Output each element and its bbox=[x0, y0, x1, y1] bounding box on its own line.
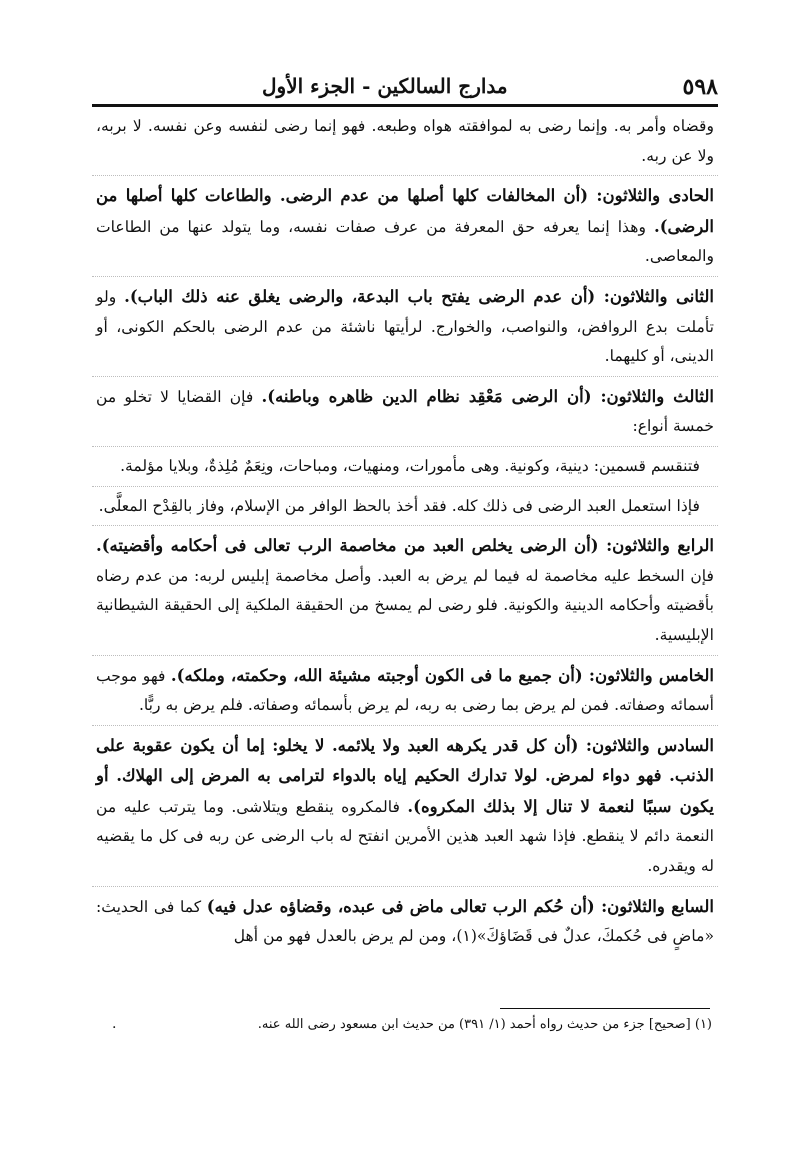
paragraph-thesis: (أن الرضى يخلص العبد من مخاصمة الرب تعالى فى أحكامه وأقضيته). bbox=[96, 536, 607, 556]
paragraph-text: فالمكروه ينقطع ويتلاشى. وما يترتب عليه من النعمة دائم لا ينقطع. فإذا شهد العبد هذين الأمرين انفتح له باب الرضى عن ربه فى كل ما يقضيه له ويقدره. bbox=[96, 797, 714, 876]
paragraph bbox=[92, 382, 718, 442]
paragraph bbox=[92, 661, 718, 721]
paragraph bbox=[92, 112, 718, 171]
page-number: ٥٩٨ bbox=[682, 74, 718, 100]
paragraph bbox=[92, 282, 718, 372]
paragraph bbox=[92, 731, 718, 882]
paragraph bbox=[92, 892, 718, 952]
paragraph-text: كما فى الحديث: «ماضٍ فى حُكمكَ، عدلٌ فى قَضَاؤكَ»(١)، ومن لم يرض بالعدل فهو من أهل bbox=[96, 897, 714, 946]
paragraph-text: وهذا إنما يعرفه حق المعرفة من عرف صفات نفسه، وما يتولد عنها من الطاعات والمعاصى. bbox=[96, 217, 714, 266]
running-title: مدارج السالكين - الجزء الأول bbox=[262, 74, 508, 98]
paragraph bbox=[92, 531, 718, 650]
paragraph-heading: الحادى والثلاثون: bbox=[596, 186, 714, 206]
paragraph-separator bbox=[92, 655, 718, 656]
page-body bbox=[92, 112, 718, 952]
paragraph-heading: السابع والثلاثون: bbox=[601, 896, 714, 916]
paragraph-text: فتنقسم قسمين: دينية، وكونية. وهى مأمورات، ومنهيات، ومباحات، ونِعَمٌ مُلِذةٌ، وبلايا مؤلمة. bbox=[120, 456, 700, 475]
paragraph-thesis: (أن المخالفات كلها أصلها من عدم الرضى. والطاعات كلها أصلها من الرضى). bbox=[96, 186, 714, 236]
paragraph-separator bbox=[92, 276, 718, 277]
paragraph-text: فهو موجب أسمائه وصفاته. فمن لم يرض بما رضى به ربه، لم يرض بأسمائه وصفاته. فلم يرض به ربًّا. bbox=[96, 666, 714, 715]
footnote: (١) [صحيح] جزء من حديث رواه أحمد (١/ ٣٩١) من حديث ابن مسعود رضى الله عنه. bbox=[257, 1017, 712, 1032]
paragraph-separator bbox=[92, 886, 718, 887]
paragraph bbox=[92, 492, 718, 522]
paragraph bbox=[92, 452, 718, 482]
paragraph-heading: السادس والثلاثون: bbox=[585, 735, 714, 755]
paragraph-separator bbox=[92, 525, 718, 526]
paragraph-heading: الثالث والثلاثون: bbox=[600, 386, 714, 406]
paragraph-heading: الثانى والثلاثون: bbox=[603, 286, 715, 306]
paragraph-text: فإذا استعمل العبد الرضى فى ذلك كله. فقد أخذ بالحظ الوافر من الإسلام، وفاز بالقِدْح المعلَّى. bbox=[98, 496, 700, 515]
paragraph-separator bbox=[92, 175, 718, 176]
paragraph-text: فإن السخط عليه مخاصمة له فيما لم يرض به العبد. وأصل مخاصمة إبليس لربه: من عدم رضاه بأقضيته وأحكامه الدينية والكونية. فلو رضى لم يمسخ من الحقيقة الملكية إلى الحقيقة الشيطانية الإبليسية. bbox=[96, 566, 714, 644]
paragraph-separator bbox=[92, 725, 718, 726]
footnote-rule bbox=[500, 1008, 710, 1009]
header-rule bbox=[92, 104, 718, 107]
stray-mark: . bbox=[112, 1016, 117, 1032]
paragraph-separator bbox=[92, 376, 718, 377]
paragraph-thesis: (أن عدم الرضى يفتح باب البدعة، والرضى يغلق عنه ذلك الباب). bbox=[124, 286, 604, 306]
paragraph-heading: الخامس والثلاثون: bbox=[588, 665, 714, 685]
paragraph-thesis: (أن كل قدر يكرهه العبد ولا يلائمه. لا يخلو: إما أن يكون عقوبة على الذنب. فهو دواء لمرض. لولا تدارك الحكيم إياه بالدواء لترامى به المرض إلى الهلاك. أو يكون سببًا لنعمة لا تنال إلا بذلك المكروه). bbox=[96, 735, 714, 816]
paragraph-thesis: (أن حُكم الرب تعالى ماض فى عبده، وقضاؤه عدل فيه) bbox=[206, 896, 602, 916]
paragraph-thesis: (أن الرضى مَعْقِد نظام الدين ظاهره وباطنه). bbox=[261, 386, 601, 406]
paragraph-text: وقضاه وأمر به. وإنما رضى به لموافقته هواه وطبعه. فهو إنما رضى لنفسه وعن نفسه. لا بربه، ولا عن ربه. bbox=[96, 117, 714, 165]
paragraph-separator bbox=[92, 446, 718, 447]
paragraph-text: فإن القضايا لا تخلو من خمسة أنواع: bbox=[96, 387, 714, 436]
paragraph bbox=[92, 181, 718, 272]
paragraph-separator bbox=[92, 486, 718, 487]
paragraph-text: ولو تأملت بدع الروافض، والنواصب، والخوارج. لرأيتها ناشئة من عدم الرضى بالحكم الكونى، أو الدينى، أو كليهما. bbox=[96, 287, 714, 366]
page-header bbox=[92, 70, 718, 100]
paragraph-thesis: (أن جميع ما فى الكون أوجبته مشيئة الله، وحكمته، وملكه). bbox=[170, 665, 589, 685]
paragraph-heading: الرابع والثلاثون: bbox=[606, 536, 714, 556]
